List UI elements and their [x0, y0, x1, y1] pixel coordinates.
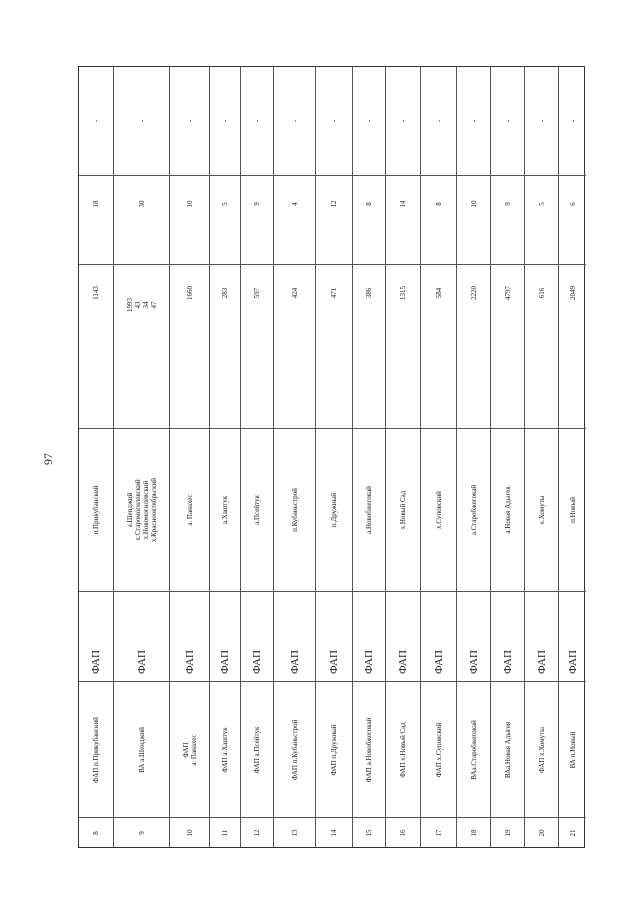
cell-text-population: 1315 — [399, 286, 407, 300]
cell-type — [353, 591, 385, 681]
cell-text-other: - — [503, 119, 512, 123]
cell-type — [491, 591, 524, 681]
cell-text-type: ФАП — [397, 650, 409, 674]
cell-other — [210, 67, 240, 175]
cell-population — [79, 264, 113, 428]
cell-text-population: 471 — [330, 287, 338, 299]
cell-other — [491, 67, 524, 175]
cell-staff — [114, 175, 169, 264]
cell-text-name: ВАа.Старобжегокай — [469, 719, 478, 780]
cell-text-population: 4797 — [503, 286, 512, 300]
cell-text-name: ФАП х.Хомуты — [537, 726, 546, 773]
cell-name — [457, 681, 490, 817]
cell-population — [210, 264, 240, 428]
cell-population — [114, 264, 169, 428]
cell-text-num: 14 — [330, 829, 338, 836]
cell-text-population: 386 — [365, 287, 373, 299]
cell-text-other: - — [434, 119, 443, 123]
cell-text-other: - — [568, 119, 577, 123]
cell-text-population: 1143 — [92, 286, 100, 300]
cell-text-name: ФАП п.Дружный — [330, 723, 338, 776]
table-row — [274, 67, 316, 847]
cell-staff — [316, 175, 352, 264]
cell-num — [274, 817, 315, 847]
page-number: 97 — [41, 453, 55, 465]
cell-text-num: 21 — [568, 829, 577, 836]
cell-text-other: - — [92, 119, 100, 123]
cell-text-type: ФАП — [288, 650, 301, 674]
cell-staff — [386, 175, 420, 264]
cell-locality — [170, 428, 209, 591]
cell-text-type: ФАП — [501, 650, 514, 674]
cell-other — [421, 67, 456, 175]
cell-staff — [79, 175, 113, 264]
cell-population — [491, 264, 524, 428]
cell-text-other: - — [399, 119, 407, 123]
table-row — [241, 67, 274, 847]
cell-text-locality: а.Хаштук — [221, 495, 229, 525]
cell-locality — [457, 428, 490, 591]
cell-population — [525, 264, 558, 428]
cell-other — [316, 67, 352, 175]
cell-population — [274, 264, 315, 428]
cell-population — [457, 264, 490, 428]
cell-locality — [316, 428, 352, 591]
cell-name — [316, 681, 352, 817]
cell-text-other: - — [253, 119, 261, 123]
cell-text-locality: п.Прикубанский — [92, 485, 100, 535]
cell-type — [170, 591, 209, 681]
cell-text-staff: 8 — [434, 202, 443, 206]
table-row — [421, 67, 457, 847]
cell-text-num: 15 — [365, 829, 373, 836]
cell-text-type: ФАП — [183, 650, 196, 674]
table-row — [79, 67, 114, 847]
cell-text-staff: 8 — [365, 202, 373, 206]
cell-name — [170, 681, 209, 817]
cell-staff — [210, 175, 240, 264]
cell-text-num: 12 — [253, 829, 261, 836]
cell-staff — [457, 175, 490, 264]
cell-type — [114, 591, 169, 681]
cell-text-other: - — [330, 119, 338, 123]
cell-locality — [274, 428, 315, 591]
cell-text-other: - — [537, 119, 546, 123]
cell-name — [559, 681, 586, 817]
cell-locality — [491, 428, 524, 591]
cell-type — [210, 591, 240, 681]
cell-text-locality: а.Новобжегокай — [365, 486, 373, 534]
cell-type — [386, 591, 420, 681]
cell-staff — [491, 175, 524, 264]
cell-text-name: ФАП п.Прикубанский — [92, 716, 100, 783]
cell-population — [559, 264, 586, 428]
cell-text-num: 11 — [221, 829, 229, 836]
cell-num — [170, 817, 209, 847]
cell-text-locality: х.Новый Сад — [399, 490, 407, 530]
cell-other — [241, 67, 273, 175]
cell-staff — [421, 175, 456, 264]
cell-text-type: ФАП — [135, 650, 148, 674]
cell-text-staff: 9 — [503, 202, 512, 206]
cell-staff — [559, 175, 586, 264]
cell-population — [316, 264, 352, 428]
cell-locality — [559, 428, 586, 591]
cell-num — [210, 817, 240, 847]
table-row — [457, 67, 491, 847]
cell-population — [353, 264, 385, 428]
cell-text-other: - — [185, 119, 194, 123]
cell-text-locality: а. Панахес — [185, 494, 194, 526]
cell-num — [559, 817, 586, 847]
cell-text-locality: а.Шенджий х.Старомогилевский х.Новомогилевский х.Краснооктябрьский — [125, 477, 158, 543]
cell-name — [386, 681, 420, 817]
cell-text-staff: 30 — [137, 200, 146, 208]
cell-text-staff: 9 — [253, 202, 261, 206]
cell-type — [79, 591, 113, 681]
cell-name — [114, 681, 169, 817]
cell-name — [274, 681, 315, 817]
cell-locality — [353, 428, 385, 591]
cell-text-staff: 10 — [185, 200, 194, 208]
cell-text-other: - — [290, 119, 299, 123]
cell-text-type: ФАП — [566, 650, 579, 674]
cell-text-num: 10 — [185, 829, 194, 836]
table-row — [386, 67, 421, 847]
cell-text-num: 13 — [290, 829, 299, 836]
cell-other — [559, 67, 586, 175]
cell-text-population: 584 — [434, 287, 443, 299]
cell-text-name: ФАП а. Панахес — [181, 733, 198, 766]
cell-text-staff: 10 — [469, 200, 478, 208]
cell-text-type: ФАП — [467, 650, 480, 674]
cell-text-num: 19 — [503, 829, 512, 836]
cell-num — [316, 817, 352, 847]
cell-text-other: - — [137, 119, 146, 123]
facilities-table — [78, 66, 585, 848]
cell-staff — [353, 175, 385, 264]
cell-text-num: 17 — [434, 829, 443, 836]
cell-other — [525, 67, 558, 175]
cell-text-staff: 18 — [92, 200, 100, 208]
table-row — [170, 67, 210, 847]
cell-num — [457, 817, 490, 847]
cell-text-population: 597 — [253, 287, 261, 299]
cell-text-name: ФАП п.Кубаньстрой — [290, 719, 299, 780]
cell-text-population: 2049 — [568, 286, 577, 300]
cell-text-num: 8 — [92, 830, 100, 835]
cell-type — [525, 591, 558, 681]
cell-locality — [114, 428, 169, 591]
cell-text-num: 9 — [137, 830, 146, 835]
cell-staff — [274, 175, 315, 264]
cell-text-locality: а.Новая Адыгея — [503, 486, 512, 534]
cell-text-name: ФАП а.Новобжегокай — [365, 717, 373, 782]
cell-population — [241, 264, 273, 428]
cell-num — [241, 817, 273, 847]
cell-text-type: ФАП — [90, 650, 102, 674]
cell-text-name: ФАП х.Новый Сад — [399, 721, 407, 778]
cell-text-population: 2220 — [469, 286, 478, 300]
cell-text-locality: х.Хомуты — [537, 495, 546, 525]
cell-type — [457, 591, 490, 681]
cell-text-type: ФАП — [328, 650, 340, 674]
cell-other — [114, 67, 169, 175]
cell-text-type: ФАП — [432, 650, 445, 674]
cell-text-staff: 14 — [399, 200, 407, 208]
cell-staff — [525, 175, 558, 264]
cell-locality — [241, 428, 273, 591]
cell-text-type: ФАП — [219, 650, 231, 674]
cell-locality — [525, 428, 558, 591]
cell-text-staff: 6 — [568, 202, 577, 206]
cell-name — [353, 681, 385, 817]
cell-text-name: ФАП а.Псейтук — [253, 726, 261, 773]
cell-num — [386, 817, 420, 847]
cell-locality — [421, 428, 456, 591]
cell-other — [457, 67, 490, 175]
table-row — [210, 67, 241, 847]
table-row — [353, 67, 386, 847]
table-row — [114, 67, 170, 847]
cell-text-locality: а.Псейтук — [253, 495, 261, 525]
cell-type — [559, 591, 586, 681]
cell-name — [241, 681, 273, 817]
cell-text-locality: а.Старобжегокай — [469, 484, 478, 536]
cell-other — [170, 67, 209, 175]
cell-text-name: ВА п.Новый — [568, 731, 577, 768]
cell-type — [241, 591, 273, 681]
cell-population — [170, 264, 209, 428]
table-row — [559, 67, 586, 847]
cell-text-num: 20 — [537, 829, 546, 836]
cell-name — [525, 681, 558, 817]
cell-text-locality: п.Дружный — [330, 492, 338, 528]
cell-text-name: ВАа.Новая Адыгея — [503, 721, 512, 778]
cell-text-population: 1993 43 34 47 — [125, 298, 158, 312]
cell-text-staff: 4 — [290, 202, 299, 206]
cell-text-type: ФАП — [363, 650, 375, 674]
cell-text-num: 16 — [399, 829, 407, 836]
cell-text-staff: 5 — [221, 202, 229, 206]
cell-text-name: ФАП а.Хаштук — [221, 726, 229, 773]
cell-text-staff: 12 — [330, 200, 338, 208]
cell-text-locality: п.Кубаньстрой — [290, 488, 299, 532]
cell-staff — [170, 175, 209, 264]
cell-num — [353, 817, 385, 847]
cell-locality — [210, 428, 240, 591]
cell-text-locality: х.Суповский — [434, 491, 443, 529]
cell-num — [421, 817, 456, 847]
cell-staff — [241, 175, 273, 264]
cell-text-locality: п.Новый — [568, 497, 577, 523]
cell-locality — [386, 428, 420, 591]
cell-text-population: 424 — [290, 287, 299, 299]
cell-text-type: ФАП — [535, 650, 548, 674]
cell-population — [386, 264, 420, 428]
cell-other — [386, 67, 420, 175]
table-row — [525, 67, 559, 847]
cell-num — [114, 817, 169, 847]
cell-name — [210, 681, 240, 817]
cell-text-name: ВА а.Шенджий — [137, 726, 146, 773]
cell-text-name: ФАП х.Суповский — [434, 722, 443, 777]
cell-other — [79, 67, 113, 175]
cell-type — [316, 591, 352, 681]
cell-text-type: ФАП — [251, 650, 263, 674]
cell-other — [274, 67, 315, 175]
cell-text-num: 18 — [469, 829, 478, 836]
cell-other — [353, 67, 385, 175]
cell-text-population: 1660 — [185, 286, 194, 300]
cell-name — [491, 681, 524, 817]
cell-num — [79, 817, 113, 847]
cell-name — [421, 681, 456, 817]
cell-text-other: - — [221, 119, 229, 123]
cell-name — [79, 681, 113, 817]
cell-num — [525, 817, 558, 847]
cell-num — [491, 817, 524, 847]
cell-population — [421, 264, 456, 428]
table-row — [316, 67, 353, 847]
cell-text-other: - — [365, 119, 373, 123]
cell-text-staff: 5 — [537, 202, 546, 206]
cell-text-population: 283 — [221, 287, 229, 299]
cell-text-population: 616 — [537, 287, 546, 299]
cell-type — [421, 591, 456, 681]
table-row — [491, 67, 525, 847]
cell-locality — [79, 428, 113, 591]
cell-text-other: - — [469, 119, 478, 123]
cell-type — [274, 591, 315, 681]
